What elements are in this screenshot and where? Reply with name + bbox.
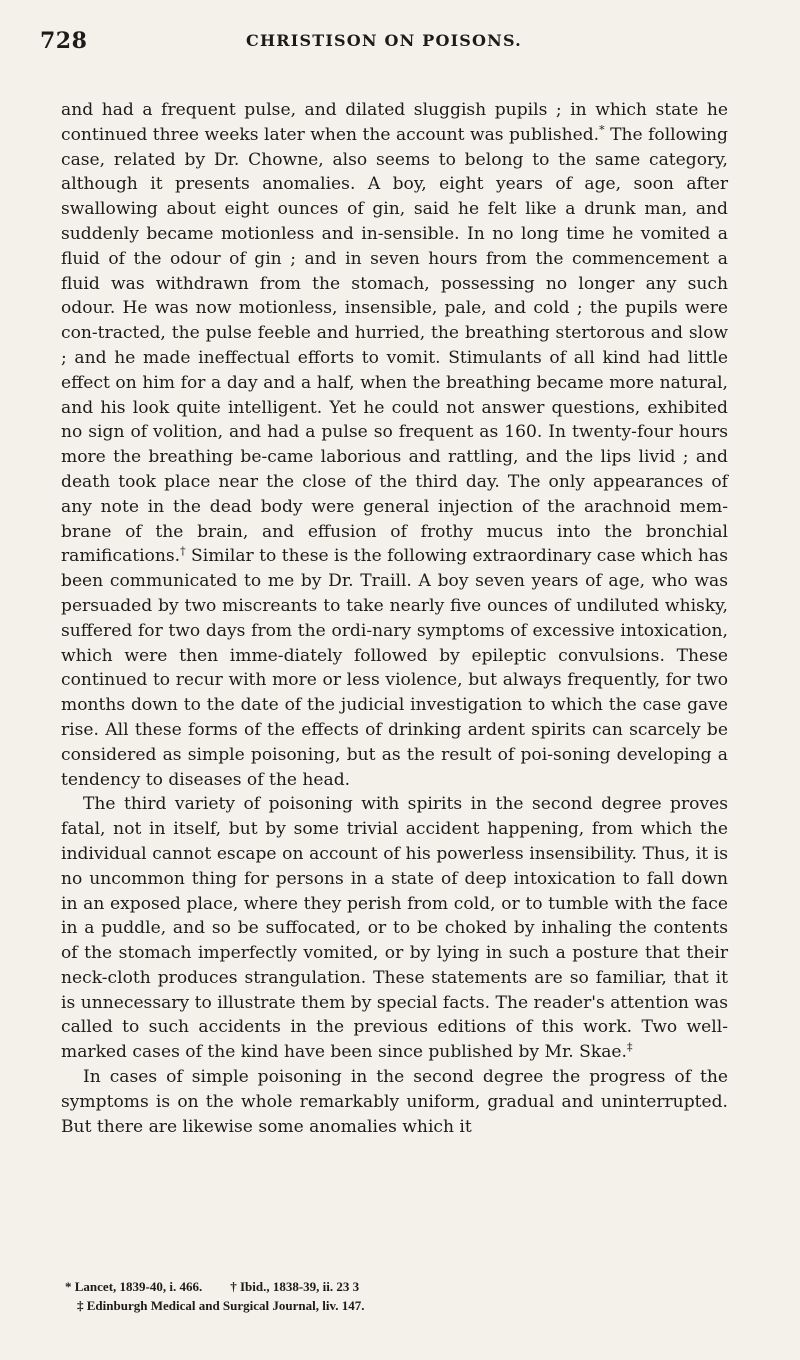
footnote-ref-dagger: †	[180, 544, 186, 558]
paragraph-3-text: In cases of simple poisoning in the second degree the progress of the symptoms is on the whole remarkably uniform, gradual and uninterrupted. But there are likewise some anomalies which it	[61, 1067, 728, 1137]
paragraph-2	[61, 792, 728, 1065]
paragraph-1-part-b: The following case, related by Dr. Chowne, also seems to belong to the same category, although it presents anomalies. A boy, eight years of age, soon after swallowing about eight ounces of gin, said he felt like a drunk man, and suddenly became motionless and in-sensible. In no long time he vomited a fluid of the odour of gin ; and in seven hours from the commencement a fluid was withdrawn from the stomach, possessing no longer any such odour. He was now motionless, insensible, pale, and cold ; the pupils were con-tracted, the pulse feeble and hurried, the breathing stertorous and slow ; and he made ineffectual efforts to vomit. Stimulants of all kind had little effect on him for a day and a half, when the breathing became more natural, and his look quite intelligent. Yet he could not answer questions, exhibited no sign of volition, and had a pulse so frequent as 160. In twenty-four hours more the breathing be-came laborious and rattling, and the lips livid ; and death took place near the close of the third day. The only appearances of any note in the dead body were general injection of the arachnoid mem-brane of the brain, and effusion of frothy mucus into the bronchial ramifications.	[61, 124, 728, 567]
paragraph-1-part-a: and had a frequent pulse, and dilated sluggish pupils ; in which state he continued three weeks later when the account was published.	[61, 100, 728, 145]
page-header	[40, 22, 728, 62]
page-number: 728	[40, 28, 88, 54]
footnote-row-1	[61, 1277, 728, 1296]
footnote-ref-double-dagger: ‡	[626, 1040, 633, 1054]
paragraph-1	[61, 98, 728, 792]
paragraph-1-part-c: Similar to these is the following extraordinary case which has been communicated to me by Dr. Traill. A boy seven years of age, who was persuaded by two miscreants to take nearly five ounces of undiluted whisky, suffered for two days from the ordi-nary symptoms of excessive intoxication, which were then imme-diately followed by epileptic convulsions. These continued to recur with more or less violence, but always frequently, for two months down to the date of the judicial investigation to which the case gave rise. All these forms of the effects of drinking ardent spirits can scarcely be considered as simple poisoning, but as the result of poi-soning developing a tendency to diseases of the head.	[61, 546, 728, 790]
footnotes	[61, 1277, 728, 1315]
footnote-row-2	[61, 1296, 728, 1315]
footnote-ref-asterisk: *	[599, 123, 605, 137]
body-text	[61, 98, 728, 1139]
footnote-2: † Ibid., 1838-39, ii. 23 3	[230, 1279, 360, 1294]
footnote-3: ‡ Edinburgh Medical and Surgical Journal, liv. 147.	[77, 1298, 365, 1313]
footnote-1: * Lancet, 1839-40, i. 466.	[65, 1279, 203, 1294]
paragraph-3	[61, 1065, 728, 1139]
paragraph-2-text: The third variety of poisoning with spirits in the second degree proves fatal, not in itself, but by some trivial accident happening, from which the individual cannot escape on account of his powerless insensibility. Thus, it is no uncommon thing for persons in a state of deep intoxication to fall down in an exposed place, where they perish from cold, or to tumble with the face in a puddle, and so be suffocated, or to be choked by inhaling the contents of the stomach imperfectly vomited, or by lying in such a posture that their neck-cloth produces strangulation. These statements are so familiar, that it is unnecessary to illustrate them by special facts. The reader's attention was called to such accidents in the previous editions of this work. Two well-marked cases of the kind have been since published by Mr. Skae.	[61, 794, 728, 1063]
running-title: CHRISTISON ON POISONS.	[246, 31, 522, 50]
